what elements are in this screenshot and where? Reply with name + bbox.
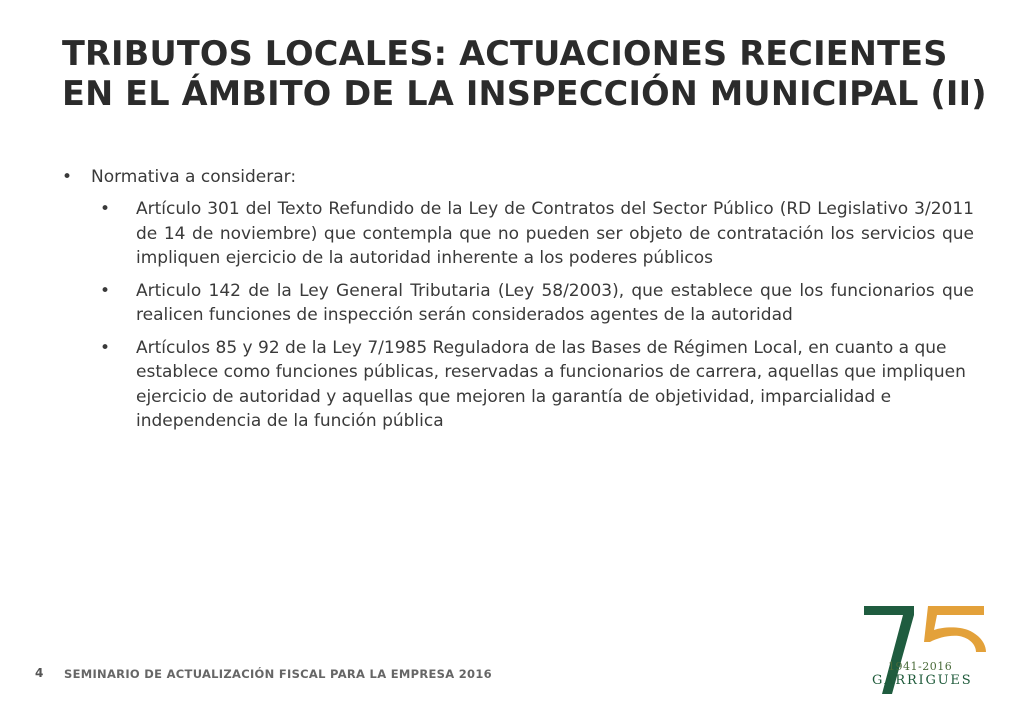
sub-bullet-text: Artículos 85 y 92 de la Ley 7/1985 Reguladora de las Bases de Régimen Local, en cuanto a que establece como funciones públicas, reservadas a funcionarios de carrera, aquellas que impliquen ejercicio de autoridad y aquellas que mejoren la garantía de objetividad, imparcialidad e independencia de la función pública	[136, 337, 966, 431]
sub-bullet-articles-85-92	[100, 336, 974, 434]
sub-bullet-text: Artículo 301 del Texto Refundido de la Ley de Contratos del Sector Público (RD Legislativo 3/2011 de 14 de noviembre) que contempla que no pueden ser objeto de contratación los servicios que impliquen ejercicio de la autoridad inherente a los poderes públicos	[136, 199, 974, 268]
slide-content	[62, 165, 974, 442]
page-number: 4	[35, 666, 44, 680]
main-bullet-text: Normativa a considerar:	[91, 167, 297, 187]
sub-bullet-article-142	[100, 279, 974, 328]
bullet-marker: •	[100, 280, 111, 301]
logo-five-shape	[924, 606, 986, 652]
sub-bullet-text: Articulo 142 de la Ley General Tributaria (Ley 58/2003), que establece que los funcionarios que realicen funciones de inspección serán considerados agentes de la autoridad	[136, 280, 974, 325]
bullet-marker: •	[100, 199, 111, 219]
logo-name: GARRIGUES	[872, 673, 973, 688]
bullet-marker: •	[100, 337, 111, 358]
main-bullet	[62, 165, 974, 189]
footer-seminar-text: SEMINARIO DE ACTUALIZACIÓN FISCAL PARA LA EMPRESA 2016	[64, 667, 492, 681]
title-line-1: TRIBUTOS LOCALES: ACTUACIONES RECIENTES	[62, 34, 948, 73]
slide-title	[62, 34, 1002, 114]
title-line-2: EN EL ÁMBITO DE LA INSPECCIÓN MUNICIPAL (II)	[62, 74, 987, 113]
bullet-marker: •	[62, 167, 73, 187]
logo-years: 1941-2016	[888, 660, 953, 673]
sub-bullet-article-301	[100, 197, 974, 271]
